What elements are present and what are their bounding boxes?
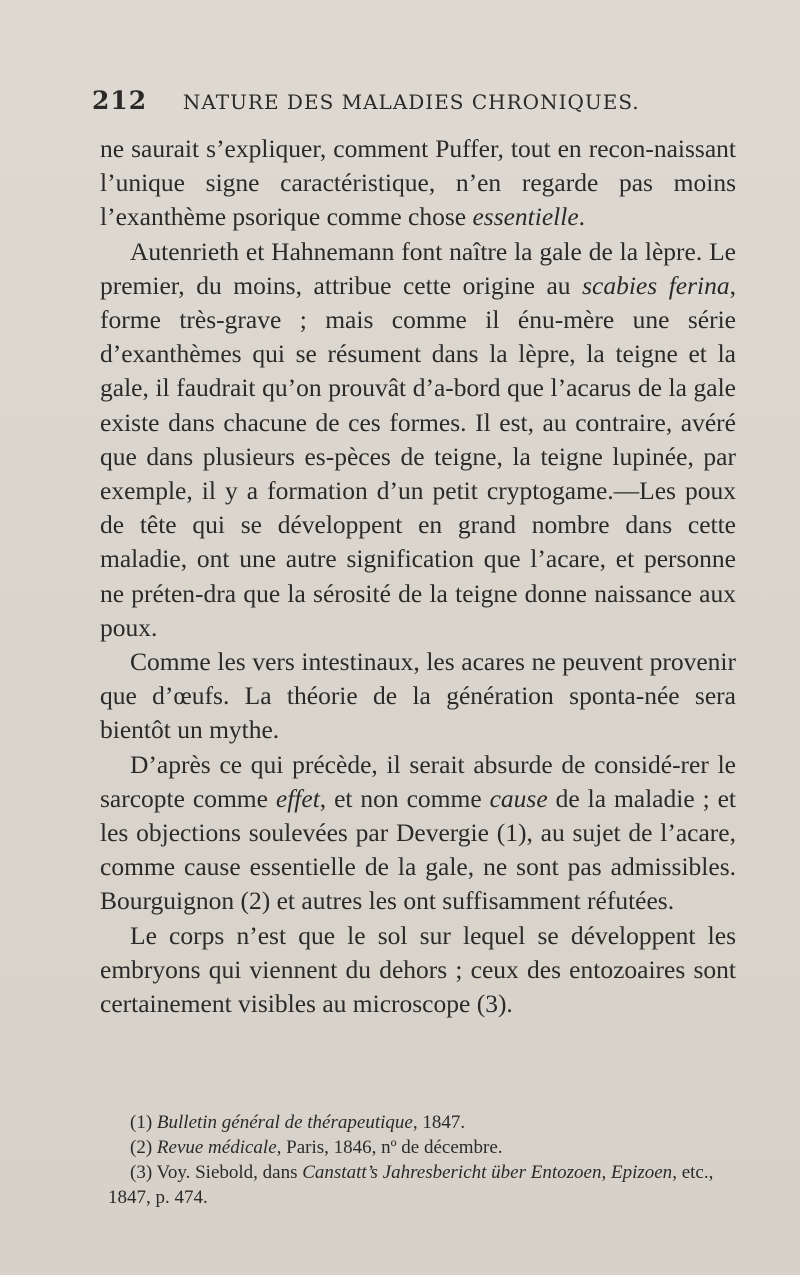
text-run: Autenrieth et Hahnemann font naître la gale de la lèpre. Le premier, du moins, attribue cette origine au xyxy=(100,236,736,300)
italic-text: cause xyxy=(489,783,548,813)
paragraph xyxy=(100,919,736,1022)
paragraph xyxy=(100,645,736,748)
text-run: , etc., 1847, p. 474. xyxy=(108,1162,714,1208)
page-number: 212 xyxy=(92,86,148,115)
text-run: ne saurait s’expliquer, comment Puffer, tout en recon-naissant l’unique signe caractéristique, n’en regarde pas moins l’exanthème psorique comme chose xyxy=(100,134,736,232)
text-run: , Paris, 1846, nº de décembre. xyxy=(276,1137,503,1158)
text-run: , 1847. xyxy=(412,1112,466,1133)
text-run: (3) Voy. Siebold, dans xyxy=(130,1162,303,1183)
italic-text: effet xyxy=(275,783,320,813)
text-run: (1) xyxy=(130,1112,157,1133)
text-run: de la maladie ; et les objections soulevées par Devergie (1), au sujet de l’acare, comme cause essentielle de la gale, ne sont pas admissibles. Bourguignon (2) et autres les ont suffisamment réfutées. xyxy=(100,783,737,916)
text-run: , et non comme xyxy=(319,783,490,813)
italic-text: Revue médicale xyxy=(156,1137,277,1158)
text-run: . xyxy=(578,202,586,232)
footnote xyxy=(108,1135,738,1160)
italic-text: essentielle xyxy=(472,202,579,232)
footnotes xyxy=(108,1110,738,1210)
text-run: Le corps n’est que le sol sur lequel se développent les embryons qui viennent du dehors ; ceux des entozoaires sont certainement visibles au microscope (3). xyxy=(100,920,736,1019)
italic-text: Bulletin général de thérapeutique xyxy=(156,1112,413,1133)
footnote xyxy=(108,1110,738,1135)
text-run: D’après ce qui précède, il serait absurde de considé-rer le sarcopte comme xyxy=(100,749,736,813)
running-header xyxy=(92,86,732,115)
paragraph xyxy=(100,748,736,919)
running-title: NATURE DES MALADIES CHRONIQUES. xyxy=(182,90,640,114)
footnote xyxy=(108,1160,738,1210)
text-run: (2) xyxy=(130,1137,157,1158)
paragraph xyxy=(100,132,736,235)
body-text xyxy=(100,132,736,1021)
text-run: , forme très-grave ; mais comme il énu-mère une série d’exanthèmes qui se résument dans la lèpre, la teigne et la gale, il faudrait qu’on prouvât d’a-bord que l’acarus de la gale existe dans chacune de ces formes. Il est, au contraire, avéré que dans plusieurs es-pèces de teigne, la teigne lupinée, par exemple, il y a formation d’un petit cryptogame.—Les poux de tête qui se développent en grand nombre dans cette maladie, ont une autre signification que l’acare, et personne ne préten-dra que la sérosité de la teigne donne naissance aux poux. xyxy=(100,270,736,642)
italic-text: Canstatt’s Jahresbericht über Entozoen, Epizoen xyxy=(302,1162,673,1183)
text-run: Comme les vers intestinaux, les acares ne peuvent provenir que d’œufs. La théorie de la génération sponta-née sera bientôt un mythe. xyxy=(100,647,736,745)
italic-text: scabies ferina xyxy=(582,270,730,300)
paragraph xyxy=(100,235,736,645)
